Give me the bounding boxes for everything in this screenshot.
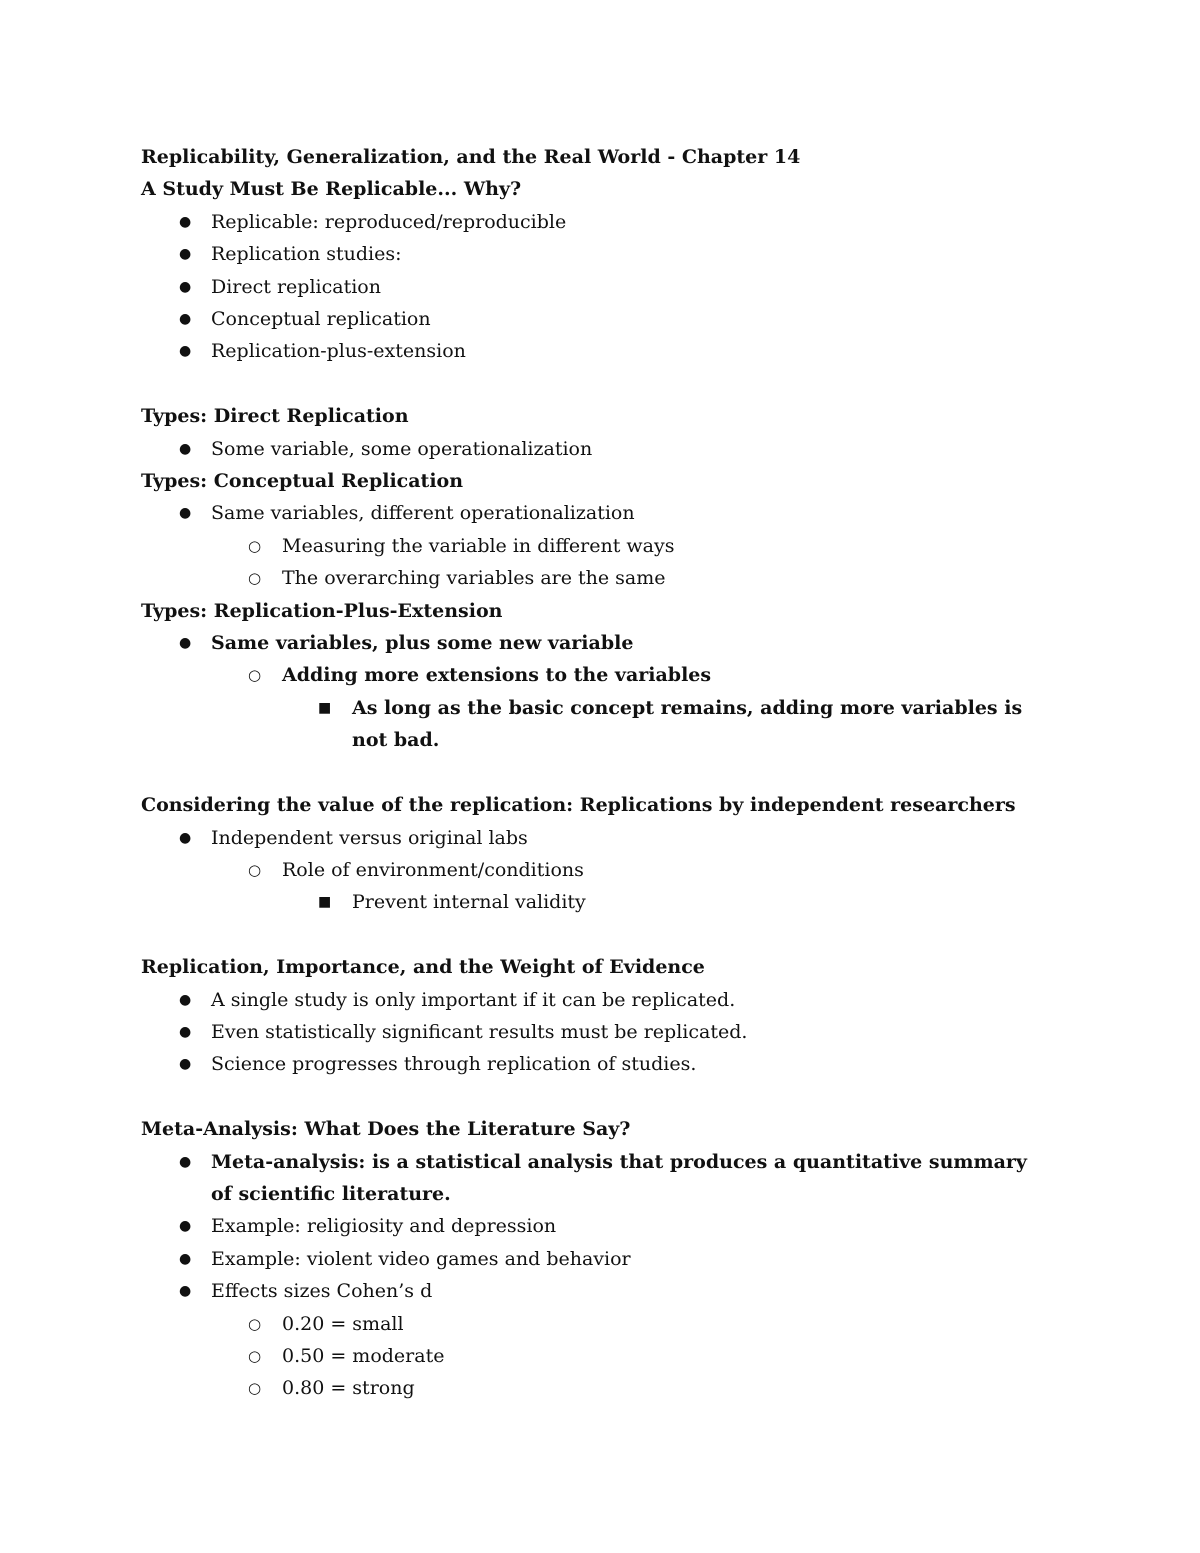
bullet-icon: ● [179,1153,192,1170]
hollow-bullet-icon: ○ [248,1379,262,1398]
list-item: ● Conceptual replication [141,303,1041,335]
spacer [141,368,1041,400]
section-heading-extension: Types: Replication-Plus-Extension [141,599,503,622]
list-item: ● Same variables, plus some new variable [141,627,1041,659]
list-subitem: ○ Role of environment/conditions [141,854,1041,886]
bullet-icon: ● [179,635,192,652]
list-subitem: ○ 0.20 = small [141,1308,1041,1340]
list-subitem: ○ Measuring the variable in different ways [141,530,1041,562]
spacer [141,1081,1041,1113]
bullet-icon: ● [179,991,192,1008]
list-item: ● Direct replication [141,271,1041,303]
list-item: ● Replication-plus-extension [141,335,1041,367]
list-item: ● Some variable, some operationalization [141,433,1041,465]
hollow-bullet-icon: ○ [248,569,262,588]
list-subsubitem: ■ Prevent internal validity [141,886,1041,918]
bullet-icon: ● [179,829,192,846]
list-item: ● A single study is only important if it can be replicated. [141,984,1041,1016]
bullet-icon: ● [179,311,192,328]
list-item: ● Science progresses through replication of studies. [141,1048,1041,1080]
document-title: Replicability, Generalization, and the Real World - Chapter 14 [141,146,801,168]
bullet-icon: ● [179,278,192,295]
bullet-icon: ● [179,1283,192,1300]
list-item: ● Example: violent video games and behavior [141,1243,1041,1275]
section-heading-direct: Types: Direct Replication [141,405,409,428]
bullet-icon: ● [179,343,192,360]
bullet-icon: ● [179,1250,192,1267]
bullet-icon: ● [179,213,192,230]
list-item: ● Replicable: reproduced/reproducible [141,206,1041,238]
hollow-bullet-icon: ○ [248,536,262,555]
list-item: ● Effects sizes Cohen’s d [141,1275,1041,1307]
list-item: ● Same variables, different operationalization [141,497,1041,529]
square-bullet-icon: ■ [318,699,332,716]
bullet-icon: ● [179,440,192,457]
bullet-icon: ● [179,505,192,522]
hollow-bullet-icon: ○ [248,860,262,879]
section-heading-importance: Replication, Importance, and the Weight of Evidence [141,956,705,979]
section-heading-replicable: A Study Must Be Replicable... Why? [141,178,522,201]
list-item: ● Meta-analysis: is a statistical analysis that produces a quantitative summary of scientific literature. [141,1146,1041,1211]
list-item: ● Example: religiosity and depression [141,1210,1041,1242]
bullet-icon: ● [179,1023,192,1040]
list-item: ● Even statistically significant results must be replicated. [141,1016,1041,1048]
list-item: ● Independent versus original labs [141,822,1041,854]
list-item: ● Replication studies: [141,238,1041,270]
section-heading-conceptual: Types: Conceptual Replication [141,470,464,493]
square-bullet-icon: ■ [318,894,332,911]
section-heading-independent: Considering the value of the replication: Replications by independent researchers [141,794,1016,817]
notes-content [141,141,1041,1405]
list-subitem: ○ 0.80 = strong [141,1372,1041,1404]
list-subsubitem: ■ As long as the basic concept remains, adding more variables is not bad. [141,692,1041,757]
list-subitem: ○ Adding more extensions to the variables [141,659,1041,691]
spacer [141,919,1041,951]
section-heading-meta: Meta-Analysis: What Does the Literature Say? [141,1118,631,1141]
hollow-bullet-icon: ○ [248,1346,262,1365]
bullet-icon: ● [179,1056,192,1073]
hollow-bullet-icon: ○ [248,666,262,685]
list-subitem: ○ 0.50 = moderate [141,1340,1041,1372]
bullet-icon: ● [179,1218,192,1235]
list-subitem: ○ The overarching variables are the same [141,562,1041,594]
bullet-icon: ● [179,246,192,263]
spacer [141,757,1041,789]
hollow-bullet-icon: ○ [248,1314,262,1333]
